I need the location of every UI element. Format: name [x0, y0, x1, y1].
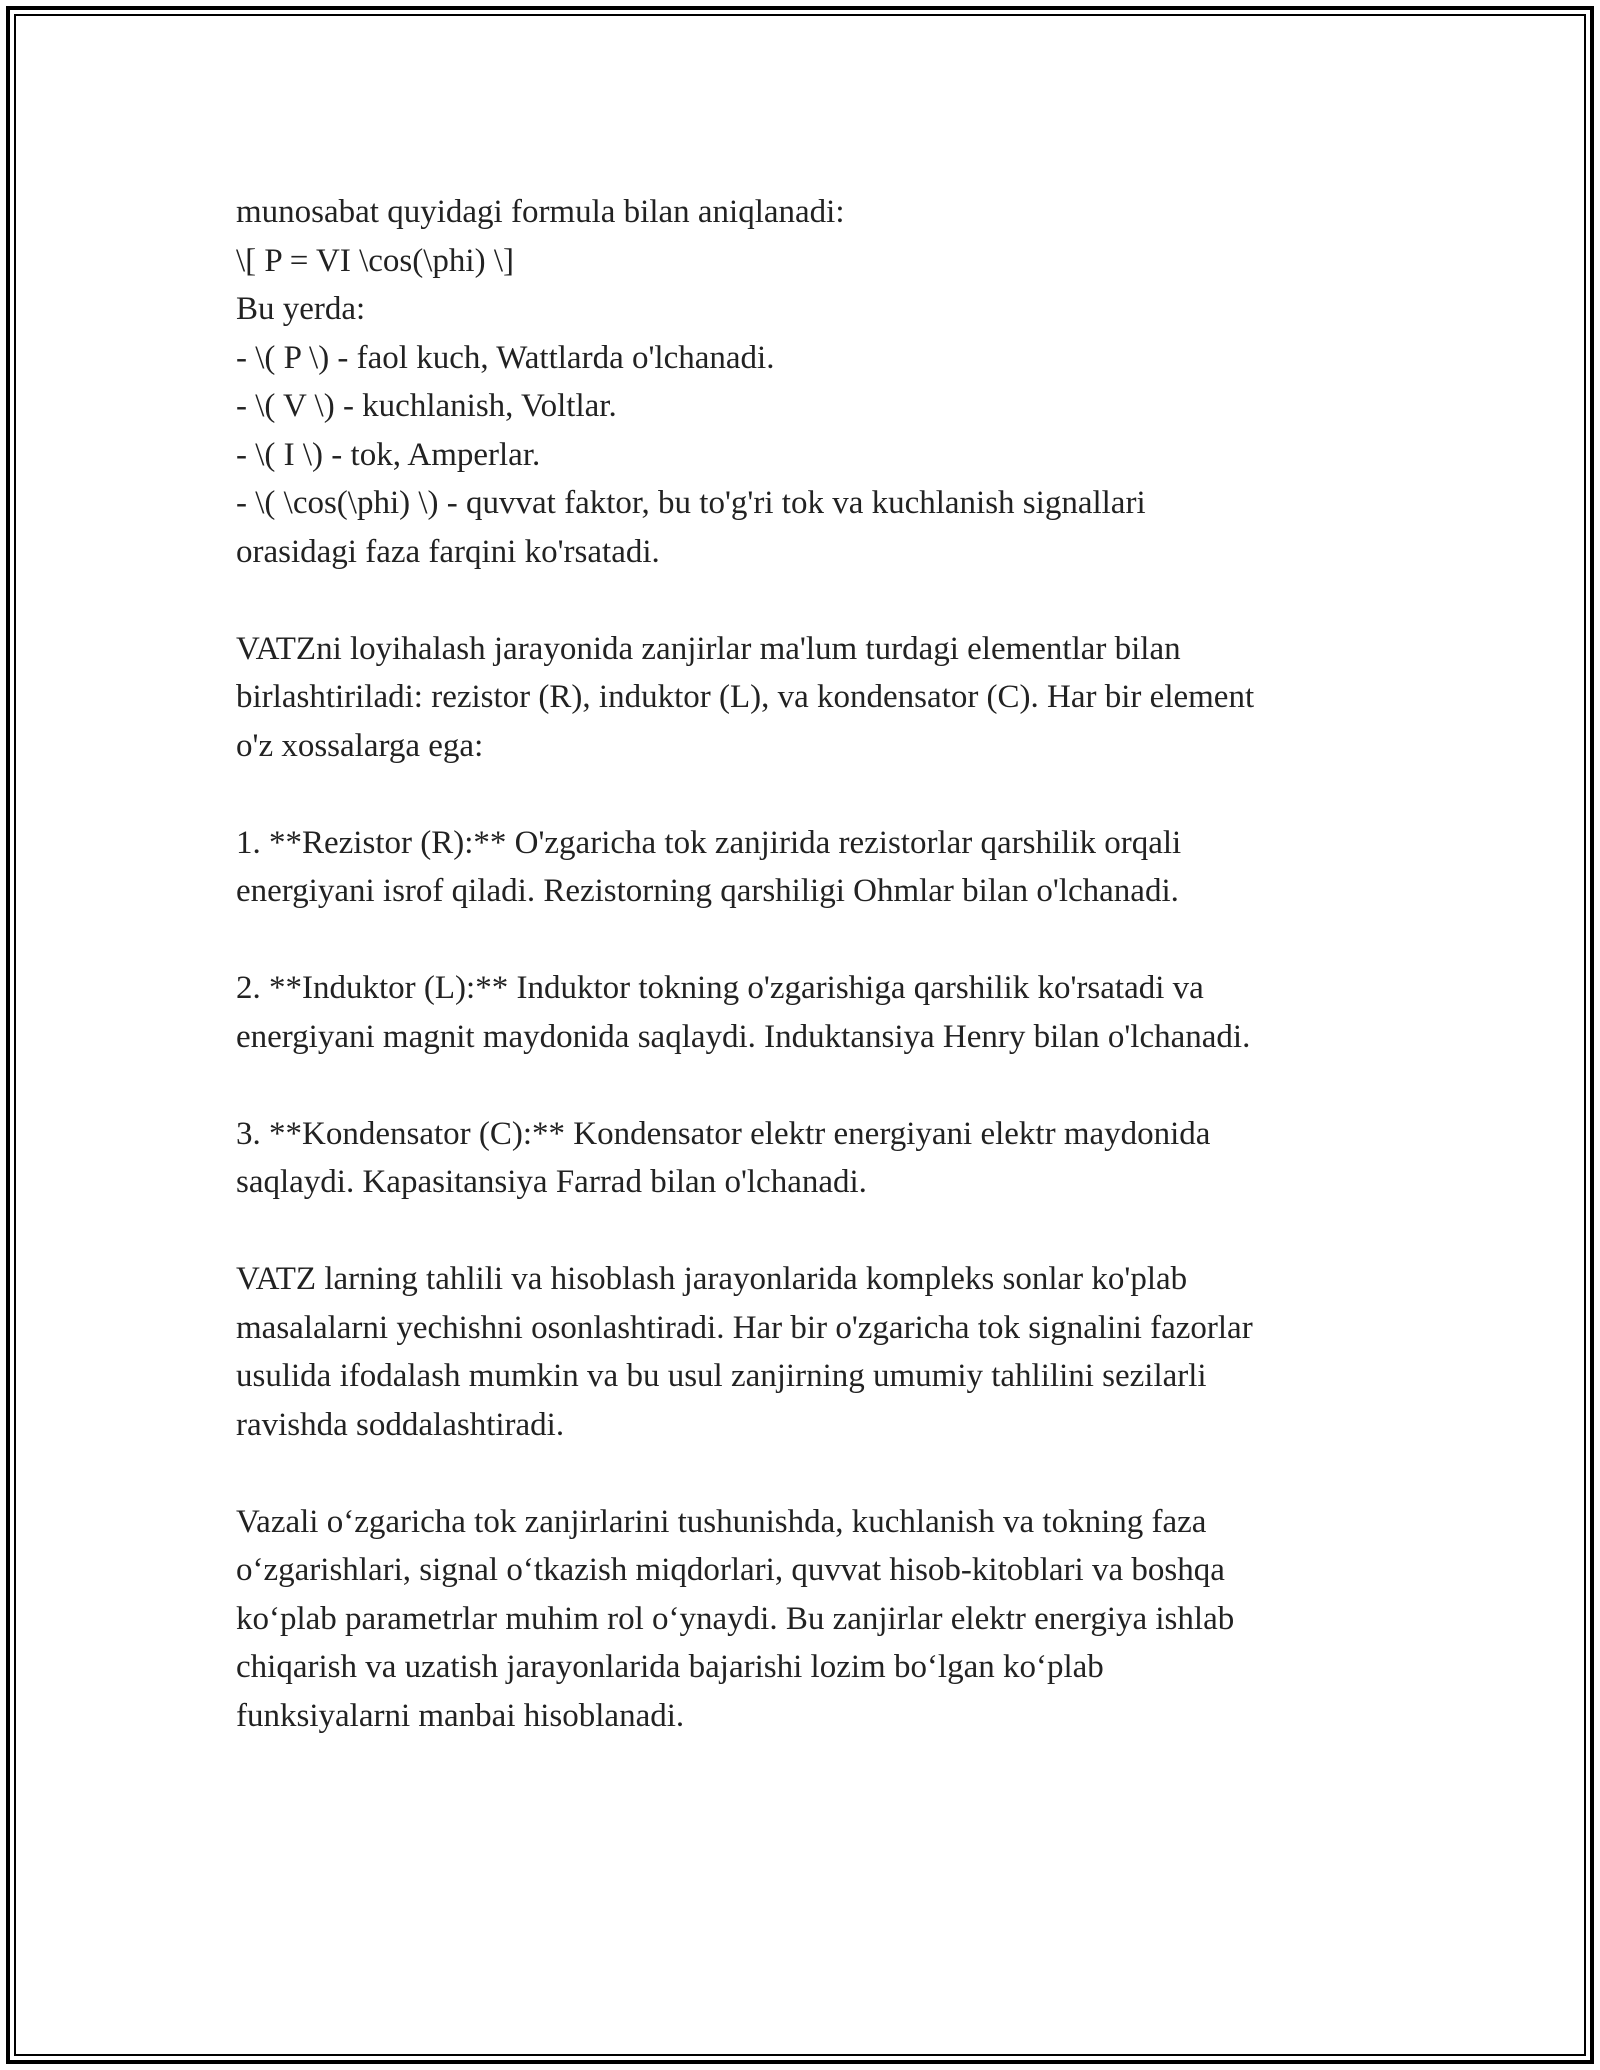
document-body: [236, 188, 1396, 1740]
formula-block: [236, 188, 1396, 576]
definition-item: - \( \cos(\phi) \) - quvvat faktor, bu to'g'ri tok va kuchlanish signallari: [236, 485, 1146, 521]
text-line: munosabat quyidagi formula bilan aniqlanadi:: [236, 194, 845, 230]
definition-item: - \( V \) - kuchlanish, Voltlar.: [236, 388, 617, 424]
text-line: 3. **Kondensator (C):** Kondensator elektr energiyani elektr maydonida: [236, 1115, 1211, 1152]
definition-item: - \( P \) - faol kuch, Wattlarda o'lchanadi.: [236, 339, 775, 376]
text-line: ravishda soddalashtiradi.: [236, 1406, 565, 1443]
list-item-inductor: [236, 964, 1396, 1061]
list-item-resistor: [236, 819, 1396, 916]
text-line: o‘zgarishlari, signal o‘tkazish miqdorlari, quvvat hisob-kitoblari va boshqa: [236, 1552, 1225, 1588]
text-line: funksiyalarni manbai hisoblanadi.: [236, 1697, 685, 1734]
closing-paragraph: [236, 1498, 1396, 1741]
definition-item: - \( I \) - tok, Amperlar.: [236, 436, 541, 473]
text-line: ko‘plab parametrlar muhim rol o‘ynaydi. Bu zanjirlar elektr energiya ishlab: [236, 1600, 1235, 1637]
text-line: 2. **Induktor (L):** Induktor tokning o'zgarishiga qarshilik ko'rsatadi va: [236, 970, 1204, 1006]
text-line: masalalarni yechishni osonlashtiradi. Har bir o'zgaricha tok signalini fazorlar: [236, 1309, 1253, 1346]
text-line: Vazali o‘zgaricha tok zanjirlarini tushunishda, kuchlanish va tokning faza: [236, 1503, 1207, 1540]
text-line: usulida ifodalash mumkin va bu usul zanjirning umumiy tahlilini sezilarli: [236, 1358, 1207, 1394]
text-line: energiyani magnit maydonida saqlaydi. Induktansiya Henry bilan o'lchanadi.: [236, 1018, 1251, 1055]
intro-paragraph: [236, 625, 1396, 771]
text-line: birlashtiriladi: rezistor (R), induktor (L), va kondensator (C). Har bir element: [236, 679, 1255, 715]
analysis-paragraph: [236, 1255, 1396, 1449]
text-line: chiqarish va uzatish jarayonlarida bajarishi lozim bo‘lgan ko‘plab: [236, 1649, 1104, 1685]
text-line: VATZni loyihalash jarayonida zanjirlar ma'lum turdagi elementlar bilan: [236, 630, 1181, 667]
text-line: Bu yerda:: [236, 291, 366, 327]
text-line: o'z xossalarga ega:: [236, 727, 484, 764]
text-line: energiyani isrof qiladi. Rezistorning qarshiligi Ohmlar bilan o'lchanadi.: [236, 873, 1179, 909]
text-line: orasidagi faza farqini ko'rsatadi.: [236, 533, 660, 570]
list-item-capacitor: [236, 1110, 1396, 1207]
formula-line: \[ P = VI \cos(\phi) \]: [236, 242, 515, 279]
text-line: VATZ larning tahlili va hisoblash jarayonlarida kompleks sonlar ko'plab: [236, 1261, 1188, 1297]
text-line: saqlaydi. Kapasitansiya Farrad bilan o'lchanadi.: [236, 1164, 867, 1200]
text-line: 1. **Rezistor (R):** O'zgaricha tok zanjirida rezistorlar qarshilik orqali: [236, 824, 1182, 861]
